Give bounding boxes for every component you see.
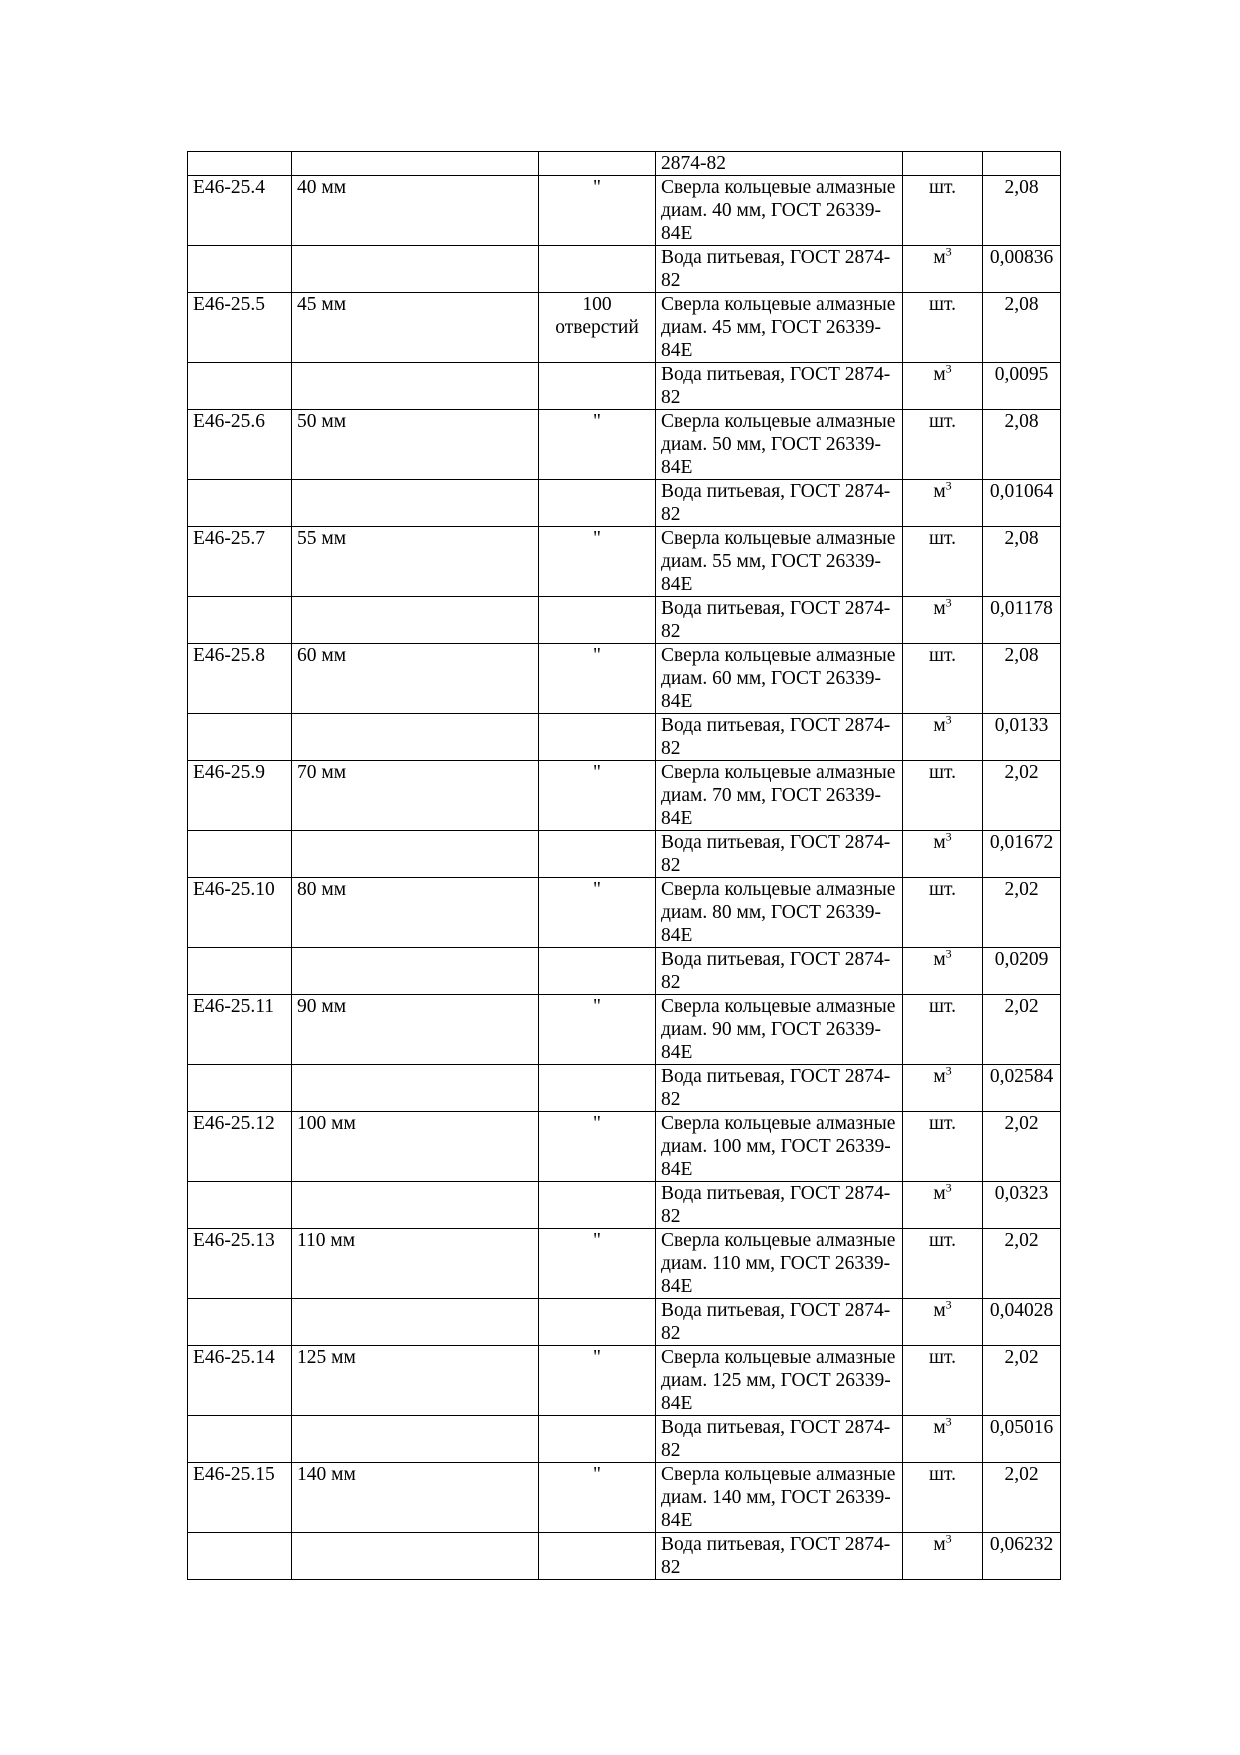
material-cell: Вода питьевая, ГОСТ 2874-82 <box>656 1533 903 1580</box>
table-row <box>188 527 1061 597</box>
quantity-cell: 0,01064 <box>983 480 1061 527</box>
unit-cell: шт. <box>903 878 983 948</box>
code-cell <box>188 1416 292 1463</box>
quantity-cell: 0,04028 <box>983 1299 1061 1346</box>
unit-label: м <box>933 832 946 853</box>
unit-exponent: 3 <box>945 1298 952 1312</box>
table-row <box>188 363 1061 410</box>
unit-cell <box>903 246 983 293</box>
unit-cell: шт. <box>903 761 983 831</box>
unit-exponent: 3 <box>945 1181 952 1195</box>
quantity-cell: 0,01178 <box>983 597 1061 644</box>
unit-label: м <box>933 364 946 385</box>
table-row <box>188 995 1061 1065</box>
unit-group-cell: " <box>539 995 656 1065</box>
material-cell: Вода питьевая, ГОСТ 2874-82 <box>656 831 903 878</box>
quantity-cell: 2,02 <box>983 995 1061 1065</box>
material-cell: Сверла кольцевые алмазные диам. 80 мм, ГОСТ 26339-84Е <box>656 878 903 948</box>
code-cell <box>188 363 292 410</box>
table-row <box>188 1346 1061 1416</box>
unit-cell <box>903 1065 983 1112</box>
size-cell: 125 мм <box>292 1346 539 1416</box>
material-cell: 2874-82 <box>656 152 903 176</box>
unit-group-cell <box>539 597 656 644</box>
unit-label: м <box>933 1300 946 1321</box>
quantity-cell: 2,08 <box>983 410 1061 480</box>
quantity-cell: 2,02 <box>983 1463 1061 1533</box>
table-row <box>188 1112 1061 1182</box>
size-cell: 80 мм <box>292 878 539 948</box>
table-row <box>188 152 1061 176</box>
unit-group-cell: " <box>539 176 656 246</box>
table-row <box>188 761 1061 831</box>
quantity-cell: 2,08 <box>983 527 1061 597</box>
size-cell <box>292 246 539 293</box>
table-row <box>188 1416 1061 1463</box>
unit-exponent: 3 <box>945 1064 952 1078</box>
norms-table-body <box>188 152 1061 1580</box>
unit-label: м <box>933 1066 946 1087</box>
code-cell: Е46-25.7 <box>188 527 292 597</box>
size-cell: 60 мм <box>292 644 539 714</box>
unit-label: м <box>933 1183 946 1204</box>
size-cell <box>292 1533 539 1580</box>
unit-label: м <box>933 1417 946 1438</box>
quantity-cell: 2,02 <box>983 1229 1061 1299</box>
size-cell <box>292 1416 539 1463</box>
size-cell <box>292 597 539 644</box>
unit-exponent: 3 <box>945 479 952 493</box>
code-cell: Е46-25.6 <box>188 410 292 480</box>
size-cell <box>292 1299 539 1346</box>
unit-cell: шт. <box>903 644 983 714</box>
unit-group-cell <box>539 152 656 176</box>
unit-exponent: 3 <box>945 362 952 376</box>
material-cell: Вода питьевая, ГОСТ 2874-82 <box>656 246 903 293</box>
material-cell: Сверла кольцевые алмазные диам. 110 мм, ГОСТ 26339-84Е <box>656 1229 903 1299</box>
table-row <box>188 644 1061 714</box>
table-row <box>188 480 1061 527</box>
material-cell: Вода питьевая, ГОСТ 2874-82 <box>656 480 903 527</box>
code-cell <box>188 597 292 644</box>
size-cell <box>292 948 539 995</box>
table-row <box>188 246 1061 293</box>
unit-cell: шт. <box>903 995 983 1065</box>
unit-cell <box>903 1182 983 1229</box>
unit-group-cell <box>539 1533 656 1580</box>
unit-label: м <box>933 715 946 736</box>
table-row <box>188 597 1061 644</box>
material-cell: Сверла кольцевые алмазные диам. 125 мм, ГОСТ 26339-84Е <box>656 1346 903 1416</box>
unit-cell <box>903 597 983 644</box>
quantity-cell: 2,08 <box>983 293 1061 363</box>
table-row <box>188 714 1061 761</box>
unit-exponent: 3 <box>945 947 952 961</box>
quantity-cell <box>983 152 1061 176</box>
size-cell <box>292 480 539 527</box>
unit-cell <box>903 1533 983 1580</box>
quantity-cell: 0,00836 <box>983 246 1061 293</box>
unit-group-cell <box>539 480 656 527</box>
unit-group-cell: " <box>539 1112 656 1182</box>
material-cell: Сверла кольцевые алмазные диам. 100 мм, ГОСТ 26339-84Е <box>656 1112 903 1182</box>
code-cell: Е46-25.15 <box>188 1463 292 1533</box>
code-cell <box>188 831 292 878</box>
unit-cell <box>903 480 983 527</box>
unit-group-cell <box>539 1416 656 1463</box>
table-row <box>188 1299 1061 1346</box>
unit-cell: шт. <box>903 1229 983 1299</box>
quantity-cell: 2,08 <box>983 176 1061 246</box>
unit-group-cell: " <box>539 1229 656 1299</box>
unit-cell: шт. <box>903 293 983 363</box>
norms-table <box>187 151 1061 1580</box>
unit-exponent: 3 <box>945 1415 952 1429</box>
quantity-cell: 0,0323 <box>983 1182 1061 1229</box>
unit-group-cell: 100 отверстий <box>539 293 656 363</box>
unit-cell: шт. <box>903 1463 983 1533</box>
unit-group-cell <box>539 831 656 878</box>
table-row <box>188 878 1061 948</box>
table-row <box>188 1229 1061 1299</box>
size-cell: 70 мм <box>292 761 539 831</box>
unit-label: м <box>933 247 946 268</box>
table-row <box>188 1065 1061 1112</box>
unit-group-cell: " <box>539 761 656 831</box>
code-cell: Е46-25.11 <box>188 995 292 1065</box>
unit-group-cell <box>539 246 656 293</box>
code-cell: Е46-25.12 <box>188 1112 292 1182</box>
code-cell: Е46-25.8 <box>188 644 292 714</box>
material-cell: Вода питьевая, ГОСТ 2874-82 <box>656 1182 903 1229</box>
quantity-cell: 2,02 <box>983 761 1061 831</box>
table-row <box>188 948 1061 995</box>
quantity-cell: 0,01672 <box>983 831 1061 878</box>
code-cell: Е46-25.9 <box>188 761 292 831</box>
unit-group-cell: " <box>539 527 656 597</box>
unit-group-cell: " <box>539 1346 656 1416</box>
code-cell <box>188 1065 292 1112</box>
quantity-cell: 0,02584 <box>983 1065 1061 1112</box>
table-row <box>188 1463 1061 1533</box>
unit-exponent: 3 <box>945 713 952 727</box>
material-cell: Сверла кольцевые алмазные диам. 70 мм, ГОСТ 26339-84Е <box>656 761 903 831</box>
material-cell: Вода питьевая, ГОСТ 2874-82 <box>656 1065 903 1112</box>
unit-group-cell: " <box>539 878 656 948</box>
quantity-cell: 2,02 <box>983 1112 1061 1182</box>
unit-exponent: 3 <box>945 245 952 259</box>
size-cell: 50 мм <box>292 410 539 480</box>
unit-cell <box>903 1416 983 1463</box>
size-cell <box>292 1182 539 1229</box>
code-cell: Е46-25.14 <box>188 1346 292 1416</box>
quantity-cell: 0,05016 <box>983 1416 1061 1463</box>
quantity-cell: 2,02 <box>983 1346 1061 1416</box>
quantity-cell: 2,02 <box>983 878 1061 948</box>
material-cell: Вода питьевая, ГОСТ 2874-82 <box>656 1416 903 1463</box>
size-cell: 110 мм <box>292 1229 539 1299</box>
size-cell <box>292 363 539 410</box>
code-cell: Е46-25.13 <box>188 1229 292 1299</box>
unit-group-cell <box>539 1182 656 1229</box>
unit-group-cell <box>539 1065 656 1112</box>
material-cell: Вода питьевая, ГОСТ 2874-82 <box>656 363 903 410</box>
size-cell <box>292 831 539 878</box>
size-cell: 40 мм <box>292 176 539 246</box>
code-cell <box>188 1182 292 1229</box>
code-cell: Е46-25.5 <box>188 293 292 363</box>
unit-cell: шт. <box>903 410 983 480</box>
unit-cell <box>903 714 983 761</box>
unit-exponent: 3 <box>945 830 952 844</box>
size-cell: 55 мм <box>292 527 539 597</box>
code-cell <box>188 1533 292 1580</box>
code-cell <box>188 152 292 176</box>
table-row <box>188 410 1061 480</box>
unit-cell <box>903 831 983 878</box>
unit-group-cell <box>539 363 656 410</box>
unit-group-cell <box>539 714 656 761</box>
unit-exponent: 3 <box>945 596 952 610</box>
quantity-cell: 2,08 <box>983 644 1061 714</box>
table-row <box>188 176 1061 246</box>
material-cell: Сверла кольцевые алмазные диам. 40 мм, ГОСТ 26339-84Е <box>656 176 903 246</box>
material-cell: Вода питьевая, ГОСТ 2874-82 <box>656 1299 903 1346</box>
code-cell <box>188 246 292 293</box>
material-cell: Сверла кольцевые алмазные диам. 60 мм, ГОСТ 26339-84Е <box>656 644 903 714</box>
unit-label: м <box>933 598 946 619</box>
unit-cell: шт. <box>903 176 983 246</box>
table-row <box>188 293 1061 363</box>
code-cell <box>188 480 292 527</box>
size-cell: 140 мм <box>292 1463 539 1533</box>
unit-group-cell: " <box>539 1463 656 1533</box>
unit-cell <box>903 363 983 410</box>
unit-group-cell: " <box>539 410 656 480</box>
size-cell <box>292 714 539 761</box>
unit-label: м <box>933 949 946 970</box>
unit-group-cell <box>539 948 656 995</box>
unit-cell <box>903 948 983 995</box>
code-cell: Е46-25.4 <box>188 176 292 246</box>
unit-group-cell: " <box>539 644 656 714</box>
size-cell <box>292 1065 539 1112</box>
unit-cell <box>903 1299 983 1346</box>
material-cell: Сверла кольцевые алмазные диам. 50 мм, ГОСТ 26339-84Е <box>656 410 903 480</box>
unit-cell: шт. <box>903 1112 983 1182</box>
table-row <box>188 1533 1061 1580</box>
material-cell: Сверла кольцевые алмазные диам. 140 мм, ГОСТ 26339-84Е <box>656 1463 903 1533</box>
material-cell: Сверла кольцевые алмазные диам. 45 мм, ГОСТ 26339-84Е <box>656 293 903 363</box>
material-cell: Вода питьевая, ГОСТ 2874-82 <box>656 597 903 644</box>
quantity-cell: 0,06232 <box>983 1533 1061 1580</box>
unit-label: м <box>933 1534 946 1555</box>
code-cell <box>188 1299 292 1346</box>
material-cell: Сверла кольцевые алмазные диам. 90 мм, ГОСТ 26339-84Е <box>656 995 903 1065</box>
quantity-cell: 0,0133 <box>983 714 1061 761</box>
size-cell <box>292 152 539 176</box>
unit-cell <box>903 152 983 176</box>
table-row <box>188 1182 1061 1229</box>
unit-cell: шт. <box>903 1346 983 1416</box>
quantity-cell: 0,0095 <box>983 363 1061 410</box>
size-cell: 90 мм <box>292 995 539 1065</box>
material-cell: Сверла кольцевые алмазные диам. 55 мм, ГОСТ 26339-84Е <box>656 527 903 597</box>
code-cell <box>188 714 292 761</box>
code-cell: Е46-25.10 <box>188 878 292 948</box>
size-cell: 100 мм <box>292 1112 539 1182</box>
code-cell <box>188 948 292 995</box>
material-cell: Вода питьевая, ГОСТ 2874-82 <box>656 714 903 761</box>
material-cell: Вода питьевая, ГОСТ 2874-82 <box>656 948 903 995</box>
unit-cell: шт. <box>903 527 983 597</box>
quantity-cell: 0,0209 <box>983 948 1061 995</box>
size-cell: 45 мм <box>292 293 539 363</box>
unit-exponent: 3 <box>945 1532 952 1546</box>
table-row <box>188 831 1061 878</box>
unit-label: м <box>933 481 946 502</box>
unit-group-cell <box>539 1299 656 1346</box>
